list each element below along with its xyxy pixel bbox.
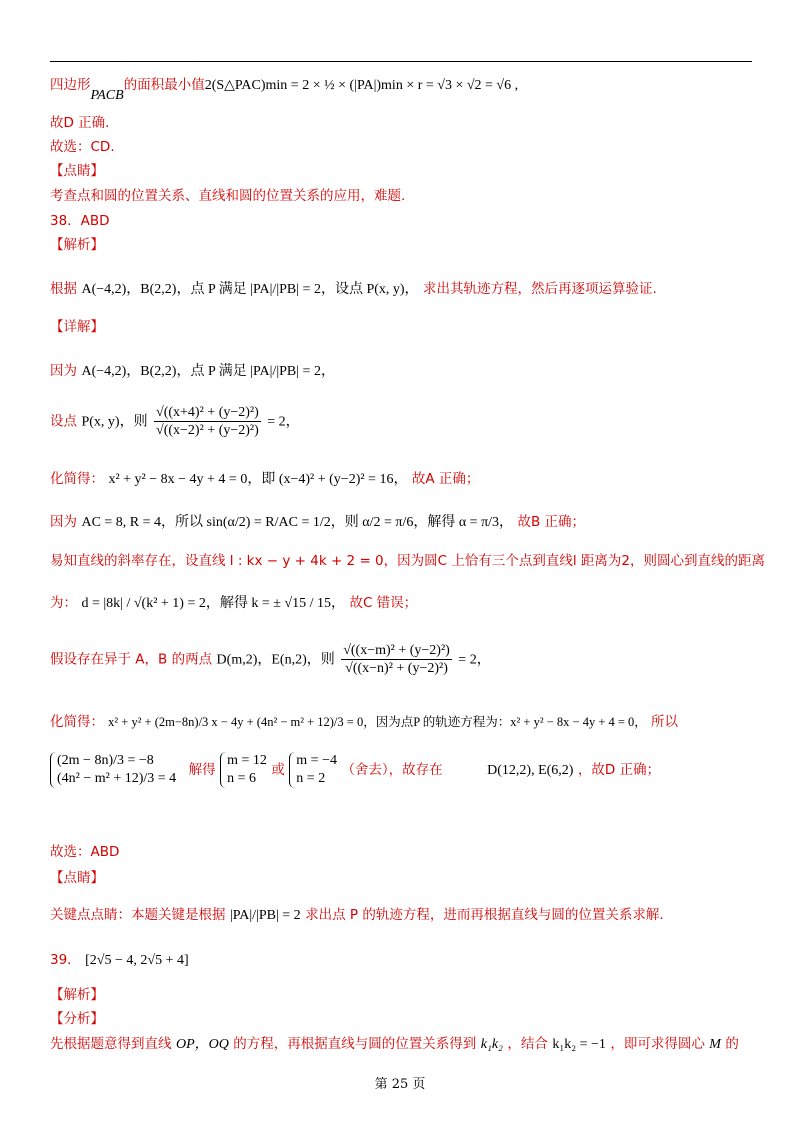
text-fragment: 四边形 [50,77,91,93]
text-line [50,752,660,788]
fraction-denominator: √((x−2)² + (y−2)²) [156,423,259,438]
page-number: 第 25 页 [374,1077,426,1092]
text-line [50,513,585,532]
text-line: 考查点和圆的位置关系、直线和圆的位置关系的应用，难题. [50,188,406,204]
section-heading: 【分析】 [50,1011,104,1027]
math-expression: AC = 8, R = 4，所以 sin(α/2) = R/AC = 1/2，则 α/2 = π/6，解得 α = π/3， [81,515,514,530]
math-fragment: PACB [90,88,124,103]
math-expression: d = |8k| / √(k² + 1) = 2，解得 k = ± √15 / 15， [81,596,345,611]
math-expression: x² + y² − 8x − 4y + 4 = 0，即 (x−4)² + (y−2)² = 16， [108,472,408,487]
text-fragment: 的方程，再根据直线与圆的位置关系得到 [233,1036,477,1052]
text-line: 故选：CD. [50,139,115,155]
section-heading: 【点睛】 [50,870,104,886]
math-expression: D(12,2), E(6,2) [487,763,574,778]
text-line [50,404,300,439]
text-fragment: 先根据题意得到直线 [50,1036,172,1052]
text-line [50,362,335,381]
math-expression: D(m,2)，E(n,2)，则 [216,652,335,668]
text-line [50,280,657,299]
text-fragment: ，故D 正确； [577,762,661,778]
section-heading: 【点睛】 [50,163,104,179]
text-line [50,713,678,732]
text-line [50,76,519,103]
fraction-numerator: √((x+4)² + (y−2)²) [156,405,259,420]
text-fragment: 所以 [650,714,678,730]
text-fragment: 的 [725,1036,739,1052]
text-fragment: 关键点点睛：本题关键是根据 [50,907,226,923]
math-expression: x² + y² + (2m−8n)/3 x − 4y + (4n² − m² + 12)/3 = 0，因为点P 的轨迹方程为：x² + y² − 8x − 4y + 4 = 0， [108,715,647,729]
text-fragment: ，即可求得圆心 [610,1036,705,1052]
fraction-denominator: √((x−n)² + (y−2)²) [345,661,448,676]
question-number: 38．ABD [50,213,110,229]
math-expression: k₁k₂ [480,1037,503,1052]
equation: (4n² − m² + 12)/3 = 4 [57,771,177,786]
fraction [341,642,452,677]
math-expression: [2√5 − 4, 2√5 + 4] [85,953,189,968]
math-expression: k₁k₂ = −1 [552,1037,606,1052]
text-line [50,594,417,613]
text-line [50,470,479,489]
math-expression: = 2， [267,414,300,430]
math-expression: |PA|/|PB| = 2 [229,908,301,923]
equation: (2m − 8n)/3 = −8 [57,753,154,768]
text-fragment: 假设存在异于 A，B 的两点 [50,651,213,668]
text-fragment: 求出其轨迹方程，然后再逐项运算验证. [423,281,657,297]
text-fragment: 故C 错误； [349,595,418,611]
text-fragment: （舍去），故存在 [341,762,443,778]
math-expression: A(−4,2)，B(2,2)，点 P 满足 |PA|/|PB| = 2， [81,364,335,379]
text-line: 故D 正确. [50,115,110,131]
text-line [50,906,664,925]
text-line [50,642,491,677]
text-fragment: 或 [271,762,285,778]
section-heading: 【详解】 [50,319,104,335]
equation: m = 12 [227,753,267,768]
text-fragment: 解得 [188,762,216,778]
text-fragment: 求出点 P 的轨迹方程，进而再根据直线与圆的位置关系求解. [305,907,664,923]
fraction [154,404,261,439]
equation-system [220,752,267,788]
text-line: 易知直线的斜率存在，设直线 l : kx − y + 4k + 2 = 0，因为圆C 上恰有三个点到直线l 距离为2，则圆心到直线的距离 [50,553,765,569]
equation: n = 2 [296,771,326,786]
text-fragment: 化简得： [50,714,104,730]
math-expression: = 2， [458,652,491,668]
text-fragment: 因为 [50,514,77,530]
question-number: 39． [50,952,81,968]
math-expression: M [709,1037,721,1052]
text-fragment: 的面积最小值 [123,77,205,93]
math-expression: A(−4,2)，B(2,2)，点 P 满足 |PA|/|PB| = 2，设点 P(x, y)， [81,282,419,297]
equation: n = 6 [227,771,256,786]
section-heading: 【解析】 [50,237,104,253]
equation: m = −4 [296,753,337,768]
text-fragment: ，结合 [507,1036,548,1052]
math-expression: P(x, y)，则 [81,414,148,430]
section-heading: 【解析】 [50,987,104,1003]
text-fragment: 为： [50,595,77,611]
math-expression: 2(S△PAC)min = 2 × ½ × (|PA|)min × r = √3 × √2 = √6 , [204,78,519,93]
text-line [50,951,189,970]
equation-system [289,752,337,788]
text-fragment: 根据 [50,281,77,297]
equation-system [50,752,176,788]
text-fragment: 设点 [50,413,77,430]
text-fragment: 故B 正确； [517,514,586,530]
text-fragment: 故A 正确； [411,471,480,487]
fraction-numerator: √((x−m)² + (y−2)²) [343,643,450,658]
text-line [50,1035,739,1054]
text-fragment: 化简得： [50,471,104,487]
text-line: 故选：ABD [50,844,120,860]
header-rule [50,61,752,62]
math-expression: OP，OQ [175,1037,229,1052]
text-fragment: 因为 [50,363,77,379]
